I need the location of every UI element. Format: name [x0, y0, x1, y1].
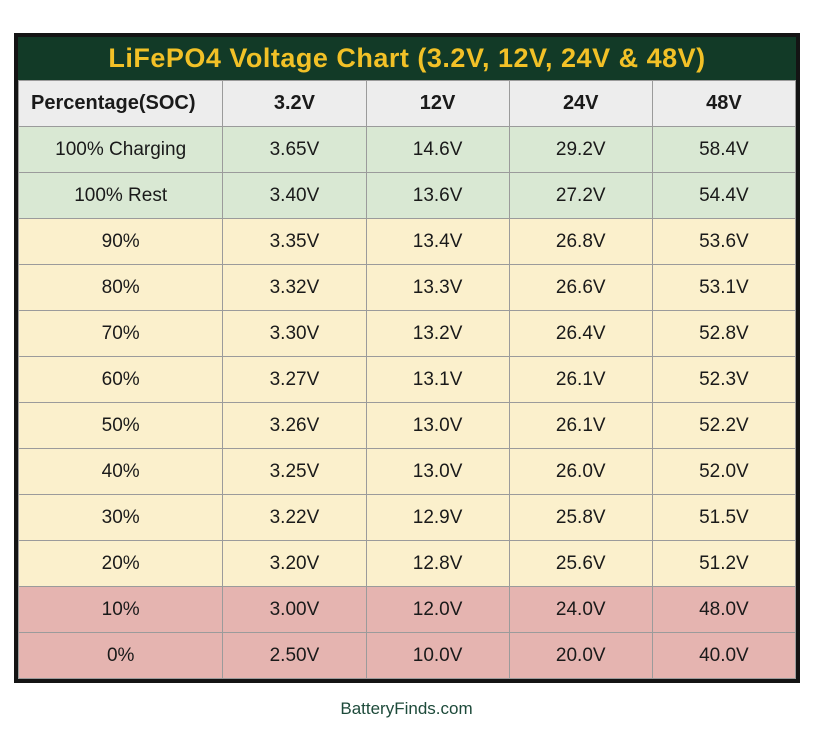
voltage-cell: 26.4V	[509, 311, 652, 357]
voltage-cell: 51.2V	[652, 541, 795, 587]
voltage-cell: 13.0V	[366, 403, 509, 449]
row-label: 100% Charging	[19, 127, 223, 173]
voltage-cell: 24.0V	[509, 587, 652, 633]
voltage-cell: 3.22V	[223, 495, 366, 541]
header-24v: 24V	[509, 81, 652, 127]
voltage-cell: 54.4V	[652, 173, 795, 219]
voltage-cell: 52.3V	[652, 357, 795, 403]
row-label: 10%	[19, 587, 223, 633]
voltage-cell: 13.3V	[366, 265, 509, 311]
voltage-cell: 25.6V	[509, 541, 652, 587]
voltage-table	[18, 80, 796, 679]
voltage-cell: 2.50V	[223, 633, 366, 679]
row-label: 70%	[19, 311, 223, 357]
voltage-cell: 26.8V	[509, 219, 652, 265]
row-label: 20%	[19, 541, 223, 587]
header-3-2v: 3.2V	[223, 81, 366, 127]
voltage-cell: 13.6V	[366, 173, 509, 219]
table-row	[19, 633, 796, 679]
table-row	[19, 449, 796, 495]
voltage-cell: 3.00V	[223, 587, 366, 633]
row-label: 100% Rest	[19, 173, 223, 219]
voltage-cell: 13.0V	[366, 449, 509, 495]
voltage-cell: 3.26V	[223, 403, 366, 449]
voltage-cell: 12.9V	[366, 495, 509, 541]
voltage-cell: 13.1V	[366, 357, 509, 403]
voltage-cell: 26.0V	[509, 449, 652, 495]
voltage-cell: 26.1V	[509, 357, 652, 403]
voltage-cell: 3.30V	[223, 311, 366, 357]
row-label: 60%	[19, 357, 223, 403]
voltage-chart-board	[14, 33, 800, 683]
voltage-cell: 40.0V	[652, 633, 795, 679]
voltage-cell: 52.2V	[652, 403, 795, 449]
voltage-cell: 53.6V	[652, 219, 795, 265]
voltage-cell: 20.0V	[509, 633, 652, 679]
voltage-table-body	[19, 127, 796, 679]
chart-title-bar	[18, 37, 796, 80]
footer-site-link: BatteryFinds.com	[340, 699, 473, 718]
voltage-cell: 3.27V	[223, 357, 366, 403]
voltage-cell: 53.1V	[652, 265, 795, 311]
voltage-cell: 48.0V	[652, 587, 795, 633]
voltage-cell: 29.2V	[509, 127, 652, 173]
voltage-cell: 3.32V	[223, 265, 366, 311]
table-row	[19, 127, 796, 173]
table-row	[19, 403, 796, 449]
voltage-cell: 3.25V	[223, 449, 366, 495]
header-percentage-soc: Percentage(SOC)	[19, 81, 223, 127]
voltage-cell: 3.65V	[223, 127, 366, 173]
row-label: 90%	[19, 219, 223, 265]
voltage-cell: 14.6V	[366, 127, 509, 173]
voltage-cell: 26.6V	[509, 265, 652, 311]
voltage-cell: 52.8V	[652, 311, 795, 357]
voltage-cell: 13.4V	[366, 219, 509, 265]
voltage-cell: 3.40V	[223, 173, 366, 219]
row-label: 0%	[19, 633, 223, 679]
header-12v: 12V	[366, 81, 509, 127]
table-row	[19, 495, 796, 541]
table-row	[19, 541, 796, 587]
table-row	[19, 265, 796, 311]
table-row	[19, 173, 796, 219]
table-row	[19, 219, 796, 265]
voltage-cell: 25.8V	[509, 495, 652, 541]
header-48v: 48V	[652, 81, 795, 127]
voltage-cell: 52.0V	[652, 449, 795, 495]
footer	[0, 699, 813, 719]
chart-title: LiFePO4 Voltage Chart (3.2V, 12V, 24V & 48V)	[108, 43, 706, 73]
row-label: 40%	[19, 449, 223, 495]
row-label: 80%	[19, 265, 223, 311]
voltage-cell: 3.35V	[223, 219, 366, 265]
voltage-cell: 58.4V	[652, 127, 795, 173]
voltage-cell: 3.20V	[223, 541, 366, 587]
voltage-cell: 13.2V	[366, 311, 509, 357]
table-row	[19, 311, 796, 357]
header-row	[19, 81, 796, 127]
table-row	[19, 587, 796, 633]
voltage-cell: 27.2V	[509, 173, 652, 219]
voltage-cell: 10.0V	[366, 633, 509, 679]
voltage-table-header	[19, 81, 796, 127]
row-label: 30%	[19, 495, 223, 541]
voltage-cell: 51.5V	[652, 495, 795, 541]
voltage-cell: 12.0V	[366, 587, 509, 633]
table-row	[19, 357, 796, 403]
voltage-cell: 12.8V	[366, 541, 509, 587]
voltage-cell: 26.1V	[509, 403, 652, 449]
row-label: 50%	[19, 403, 223, 449]
